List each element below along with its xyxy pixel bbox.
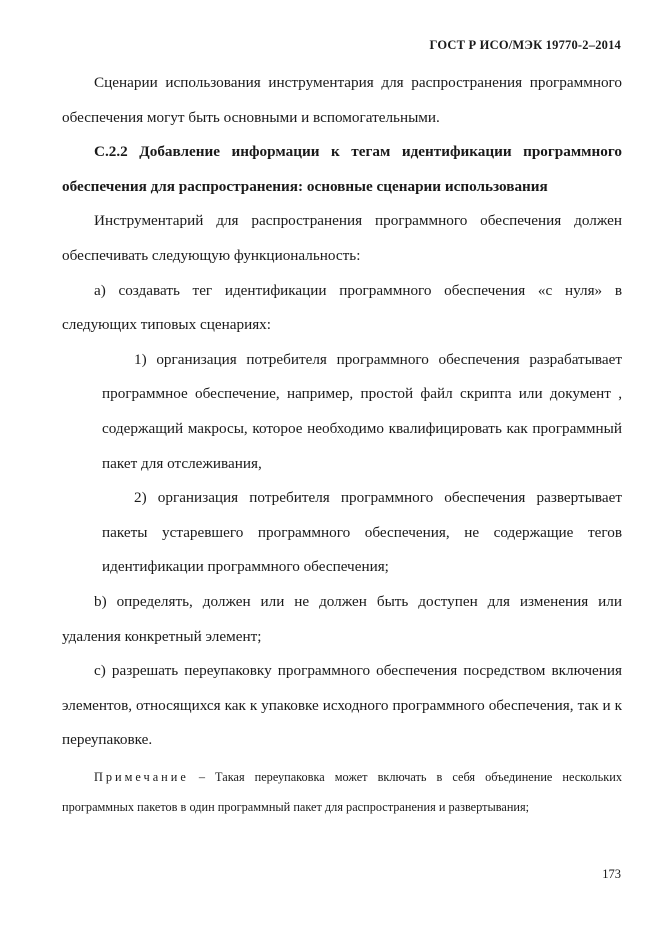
- intro-paragraph: Сценарии использования инструментария для распространения программного обеспечения могут быть основными и вспомогательными.: [62, 74, 622, 126]
- note-label: Примечание: [94, 769, 189, 784]
- list-item-a-1: 1) организация потребителя программного обеспечения разрабатывает программное обеспечение, например, простой файл скрипта или документ , содержащий макросы, которое необходимо квалифицировать как программный пакет для отслеживания,: [102, 350, 622, 472]
- page-number: 173: [602, 867, 621, 881]
- list-item-a-2: 2) организация потребителя программного обеспечения развертывает пакеты устаревшего программного обеспечения, не содержащие тегов идентификации программного обеспечения;: [102, 489, 622, 576]
- document-body: [62, 66, 622, 822]
- list-item-b: b) определять, должен или не должен быть доступен для изменения или удаления конкретный элемент;: [62, 592, 622, 645]
- list-item-a: а) создавать тег идентификации программного обеспечения «с нуля» в следующих типовых сценариях:: [62, 281, 622, 334]
- document-header: ГОСТ Р ИСО/МЭК 19770-2–2014: [429, 38, 621, 52]
- note-paragraph: [62, 762, 622, 822]
- section-heading: С.2.2 Добавление информации к тегам идентификации программного обеспечения для распространения: основные сценарии использования: [62, 143, 622, 195]
- lead-paragraph: Инструментарий для распространения программного обеспечения должен обеспечивать следующую функциональность:: [62, 212, 622, 264]
- note-text: – Такая переупаковка может включать в себя объединение нескольких программных пакетов в один программный пакет для распространения и развертывания;: [62, 769, 622, 814]
- list-item-c: c) разрешать переупаковку программного обеспечения посредством включения элементов, относящихся как к упаковке исходного программного обеспечения, так и к переупаковке.: [62, 662, 622, 749]
